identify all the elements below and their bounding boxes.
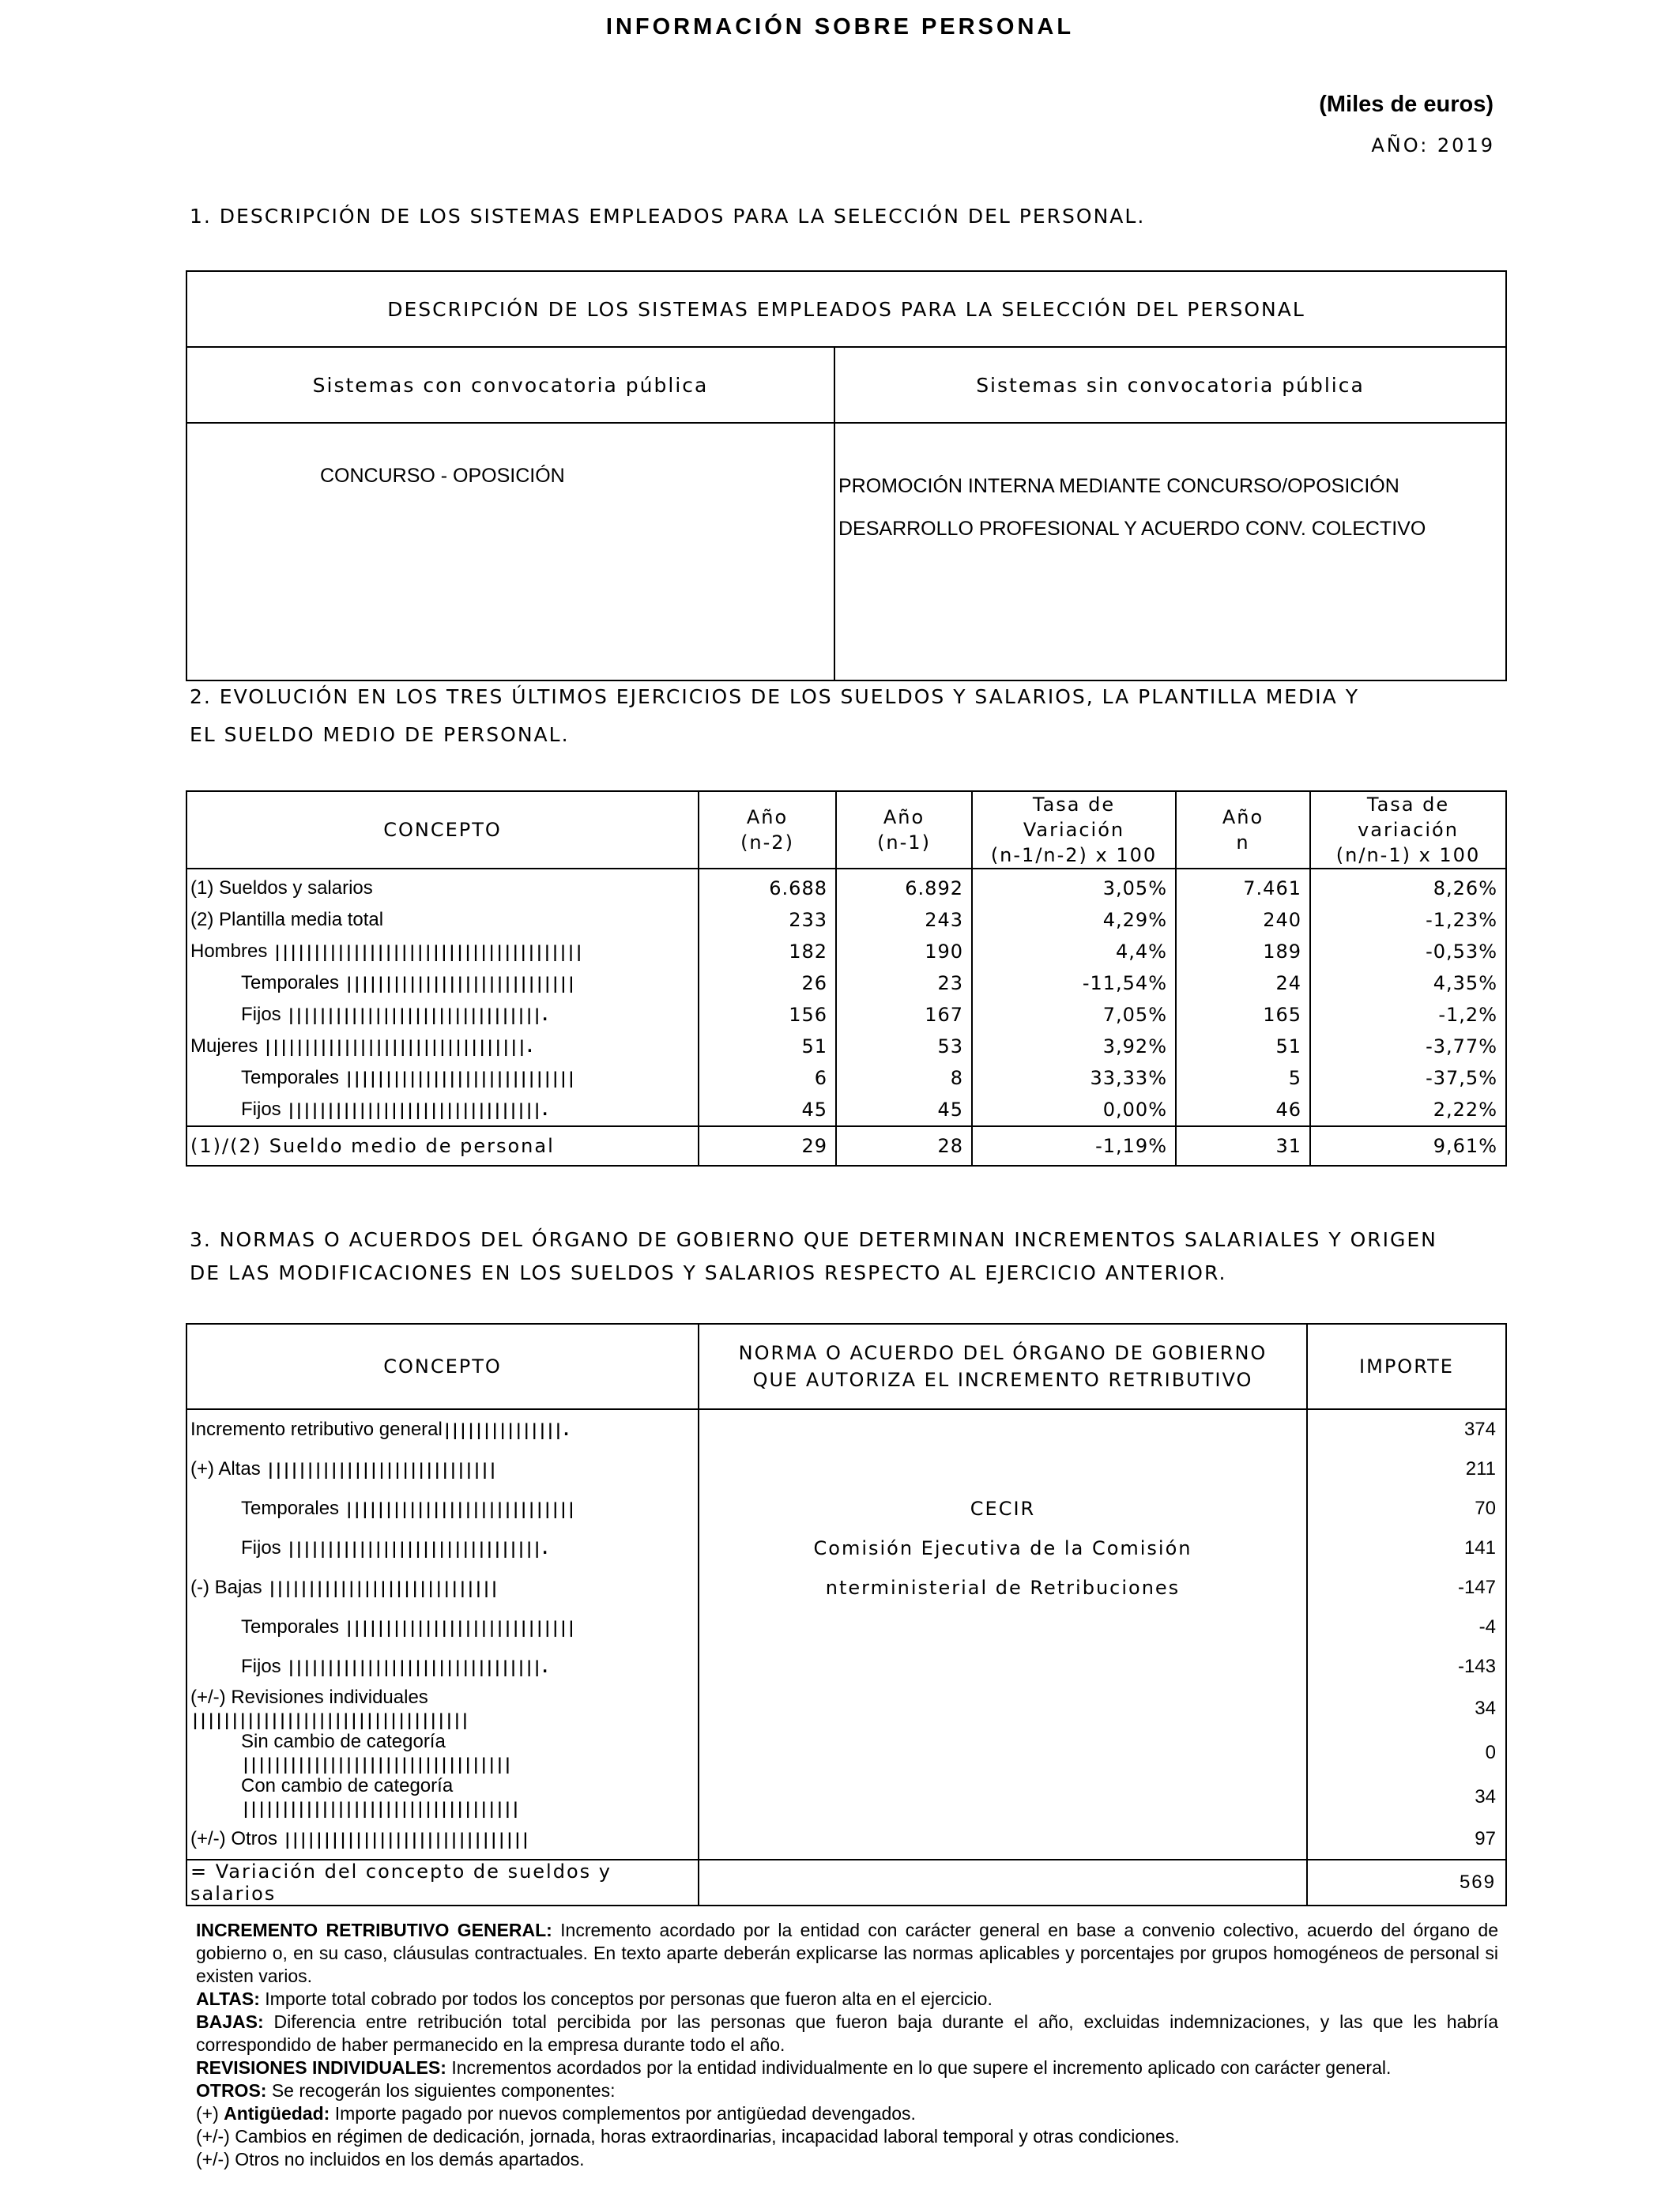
year-label: AÑO: 2019 [1371, 134, 1495, 156]
table-row: (+/-) Revisiones individuales ||||||||||||||||||||||||||||||||||| 34 [186, 1687, 1506, 1731]
page-title: INFORMACIÓN SOBRE PERSONAL [605, 14, 1075, 40]
table-row: Fijos ||||||||||||||||||||||||||||||||. 156 167 7,05% 165 -1,2% [186, 999, 1506, 1031]
table-row: (+/-) Otros ||||||||||||||||||||||||||||||| 97 [186, 1819, 1506, 1860]
leader-bars: ||||||||||||||||||||||||||||||||. [286, 1005, 548, 1024]
units-label: (Miles de euros) [1319, 92, 1494, 117]
salary-evolution-table [186, 790, 1507, 1167]
nonpublic-system-1: PROMOCIÓN INTERNA MEDIANTE CONCURSO/OPOSICIÓN [838, 475, 1399, 497]
note-altas: ALTAS: Importe total cobrado por todos los conceptos por personas que fueron alta en el ejercicio. [196, 1989, 993, 2009]
nonpublic-system-2: DESARROLLO PROFESIONAL Y ACUERDO CONV. COLECTIVO [838, 518, 1426, 540]
note-antiguedad: (+) Antigüedad: Importe pagado por nuevos complementos por antigüedad devengados. [196, 2103, 916, 2124]
norma-cecir: CECIR [699, 1489, 1307, 1529]
note-otros: OTROS: Se recogerán los siguientes componentes: [196, 2080, 616, 2101]
leader-bars: |||||||||||||||||||||||||||||||||| [241, 1755, 511, 1774]
header-n: Año n [1176, 791, 1310, 869]
section3-heading [190, 1223, 1437, 1290]
section3-heading-line1: 3. NORMAS O ACUERDOS DEL ÓRGANO DE GOBIERNO QUE DETERMINAN INCREMENTOS SALARIALES Y ORIGEN [190, 1228, 1437, 1251]
public-system-value: CONCURSO - OPOSICIÓN [320, 465, 565, 487]
table-row: Hombres ||||||||||||||||||||||||||||||||||||||| 182 190 4,4% 189 -0,53% [186, 936, 1506, 967]
table-row: Fijos ||||||||||||||||||||||||||||||||. 45 45 0,00% 46 2,22% [186, 1094, 1506, 1126]
row-label: Hombres ||||||||||||||||||||||||||||||||||||||| [186, 936, 699, 967]
note-otros-no-incluidos: (+/-) Otros no incluidos en los demás apartados. [196, 2149, 585, 2169]
table-row: Mujeres |||||||||||||||||||||||||||||||||. 51 53 3,92% 51 -3,77% [186, 1031, 1506, 1062]
col-public: Sistemas con convocatoria pública [186, 347, 834, 423]
table1-title: DESCRIPCIÓN DE LOS SISTEMAS EMPLEADOS PARA LA SELECCIÓN DEL PERSONAL [186, 271, 1506, 347]
section2-heading-line2: EL SUELDO MEDIO DE PERSONAL. [190, 723, 570, 746]
footnotes [196, 1919, 1498, 2171]
table-row: Incremento retributivo general|||||||||||||||. 374 [186, 1409, 1506, 1449]
row-label: Mujeres |||||||||||||||||||||||||||||||||. [186, 1031, 699, 1062]
row-label: Fijos ||||||||||||||||||||||||||||||||. [186, 1094, 699, 1126]
leader-bars: ||||||||||||||||||||||||||||||||||||||| [273, 942, 582, 961]
leader-bars: ||||||||||||||||||||||||||||||| [282, 1830, 529, 1849]
section3-heading-line2: DE LAS MODIFICACIONES EN LOS SUELDOS Y SALARIOS RESPECTO AL EJERCICIO ANTERIOR. [190, 1261, 1227, 1284]
leader-bars: ||||||||||||||||||||||||||||||||. [286, 1539, 548, 1558]
leader-bars: ||||||||||||||||||||||||||||| [344, 1069, 574, 1088]
row-label: Fijos ||||||||||||||||||||||||||||||||. [186, 999, 699, 1031]
leader-bars: ||||||||||||||||||||||||||||||||. [286, 1100, 548, 1119]
leader-bars: ||||||||||||||||||||||||||||| [267, 1578, 498, 1597]
leader-bars: |||||||||||||||. [442, 1420, 570, 1439]
header-n1: Año (n-1) [836, 791, 972, 869]
leader-bars: ||||||||||||||||||||||||||||||||||| [241, 1799, 519, 1818]
leader-bars: |||||||||||||||||||||||||||||||||. [263, 1037, 533, 1056]
table-row: Fijos ||||||||||||||||||||||||||||||||. -143 [186, 1647, 1506, 1687]
table-row: (2) Plantilla media total 233 243 4,29% 240 -1,23% [186, 904, 1506, 936]
total-label: (1)/(2) Sueldo medio de personal [186, 1126, 699, 1166]
leader-bars: ||||||||||||||||||||||||||||| [344, 1499, 574, 1518]
table-row: Temporales ||||||||||||||||||||||||||||| CECIR 70 [186, 1489, 1506, 1529]
table-row: (+) Altas ||||||||||||||||||||||||||||| 211 [186, 1449, 1506, 1489]
header-concepto: CONCEPTO [186, 1324, 699, 1409]
row-label: (2) Plantilla media total [186, 904, 699, 936]
table-row: (-) Bajas ||||||||||||||||||||||||||||| nterministerial de Retribuciones -147 [186, 1568, 1506, 1608]
table-row: Temporales ||||||||||||||||||||||||||||| 26 23 -11,54% 24 4,35% [186, 967, 1506, 999]
table-row: Fijos ||||||||||||||||||||||||||||||||. Comisión Ejecutiva de la Comisión 141 [186, 1529, 1506, 1568]
leader-bars: ||||||||||||||||||||||||||||||||||| [190, 1710, 469, 1729]
row-label: Temporales ||||||||||||||||||||||||||||| [186, 1062, 699, 1094]
total-row: (1)/(2) Sueldo medio de personal 29 28 -1,19% 31 9,61% [186, 1126, 1506, 1166]
note-cambios: (+/-) Cambios en régimen de dedicación, jornada, horas extraordinarias, incapacidad laboral temporal y otras condiciones. [196, 2126, 1180, 2147]
header-tv2: Tasa de variación (n/n-1) x 100 [1310, 791, 1506, 869]
total-label: = Variación del concepto de sueldos y salarios [186, 1860, 699, 1906]
leader-bars: ||||||||||||||||||||||||||||| [266, 1460, 496, 1479]
table-row: (1) Sueldos y salarios 6.688 6.892 3,05% 7.461 8,26% [186, 869, 1506, 904]
header-norma: NORMA O ACUERDO DEL ÓRGANO DE GOBIERNO QUE AUTORIZA EL INCREMENTO RETRIBUTIVO [699, 1324, 1307, 1409]
table-row: Temporales ||||||||||||||||||||||||||||| -4 [186, 1608, 1506, 1647]
header-concepto: CONCEPTO [186, 791, 699, 869]
section2-heading-line1: 2. EVOLUCIÓN EN LOS TRES ÚLTIMOS EJERCICIOS DE LOS SUELDOS Y SALARIOS, LA PLANTILLA MEDIA Y [190, 685, 1359, 708]
table-row: Con cambio de categoría ||||||||||||||||||||||||||||||||||| 34 [186, 1775, 1506, 1819]
section1-heading: 1. DESCRIPCIÓN DE LOS SISTEMAS EMPLEADOS PARA LA SELECCIÓN DEL PERSONAL. [190, 205, 1146, 228]
total-row: = Variación del concepto de sueldos y salarios 569 [186, 1860, 1506, 1906]
nonpublic-systems-cell [834, 423, 1506, 680]
header-n2: Año (n-2) [699, 791, 836, 869]
salary-increments-table [186, 1323, 1507, 1906]
selection-systems-table [186, 270, 1507, 681]
note-revisiones: REVISIONES INDIVIDUALES: Incrementos acordados por la entidad individualmente en lo que supere el incremento aplicado con carácter general. [196, 2057, 1392, 2078]
note-bajas: BAJAS: Diferencia entre retribución total percibida por las personas que fueron baja durante el año, excluidas indemnizaciones, y las que les habría correspondido de haber permanecido en la empresa durante todo el año. [196, 2011, 1498, 2055]
table-row: Temporales ||||||||||||||||||||||||||||| 6 8 33,33% 5 -37,5% [186, 1062, 1506, 1094]
public-systems-cell [186, 423, 834, 680]
col-nonpublic: Sistemas sin convocatoria pública [834, 347, 1506, 423]
header-importe: IMPORTE [1307, 1324, 1506, 1409]
table-row: Sin cambio de categoría |||||||||||||||||||||||||||||||||| 0 [186, 1731, 1506, 1775]
leader-bars: ||||||||||||||||||||||||||||| [344, 1618, 574, 1637]
section2-heading [190, 678, 1359, 754]
header-tv1: Tasa de Variación (n-1/n-2) x 100 [972, 791, 1176, 869]
note-incremento: INCREMENTO RETRIBUTIVO GENERAL: Incremento acordado por la entidad con carácter general en base a convenio colectivo, acuerdo del órgano de gobierno o, en su caso, cláusulas contractuales. En texto aparte deberán explicarse las normas aplicables y porcentajes por grupos homogéneos de personal si existen varios. [196, 1920, 1498, 1986]
row-label: Temporales ||||||||||||||||||||||||||||| [186, 967, 699, 999]
row-label: (1) Sueldos y salarios [186, 869, 699, 904]
leader-bars: ||||||||||||||||||||||||||||||||. [286, 1657, 548, 1676]
leader-bars: ||||||||||||||||||||||||||||| [344, 974, 574, 993]
